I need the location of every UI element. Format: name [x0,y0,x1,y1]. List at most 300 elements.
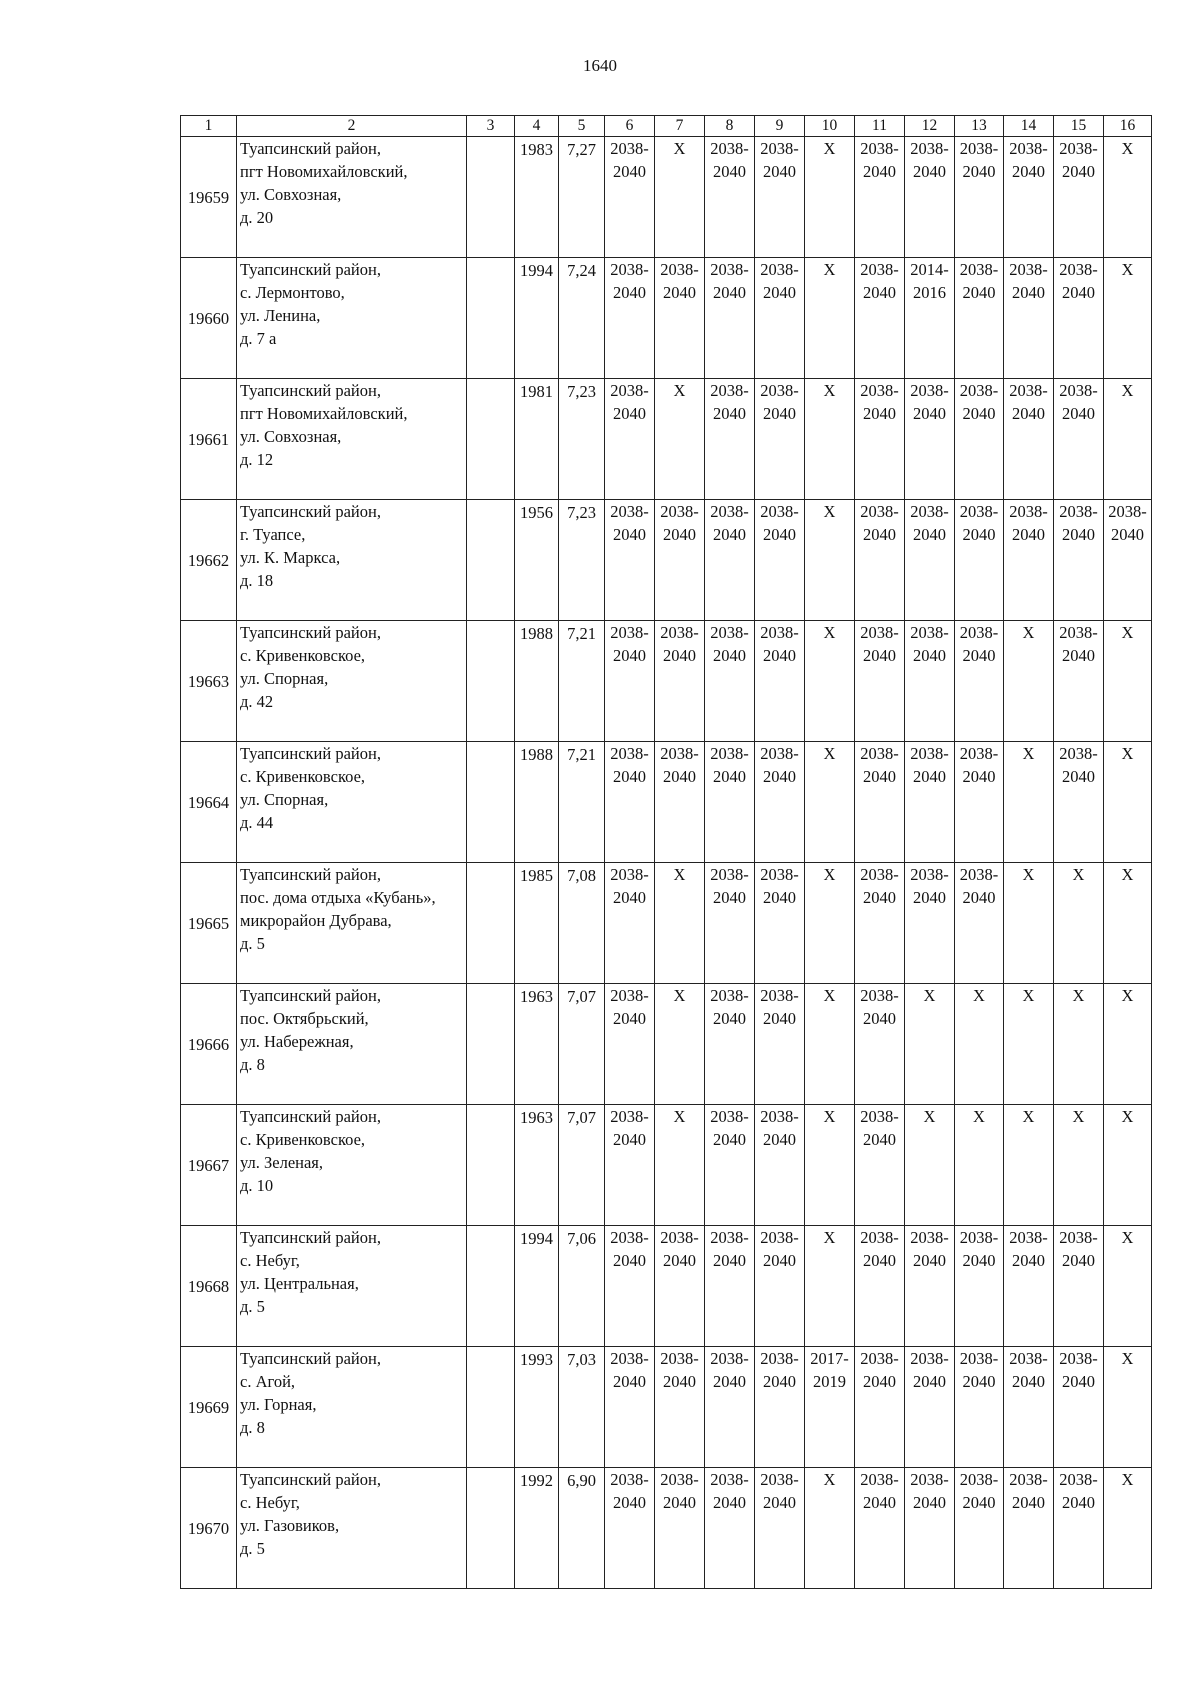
period-cell [855,1226,905,1347]
period-end: 2040 [613,162,646,181]
period-end: 2040 [1012,283,1045,302]
column-3-cell [467,137,515,258]
not-applicable-cell: X [805,258,855,379]
not-applicable-cell: X [955,1105,1004,1226]
period-end: 2040 [962,888,996,907]
period-start: 2038- [1059,502,1098,521]
period-end: 2040 [713,1372,746,1391]
value-cell: 7,23 [559,379,605,500]
period-start: 2038- [610,986,649,1005]
period-start: 2038- [910,865,949,884]
period-cell [705,621,755,742]
table-row [181,742,1152,863]
period-cell [855,1347,905,1468]
period-cell [655,1347,705,1468]
period-cell [705,500,755,621]
period-end: 2040 [763,1493,796,1512]
period-end: 2040 [613,888,646,907]
column-header-3: 3 [467,116,515,137]
period-start: 2038- [910,623,949,642]
period-cell [755,1105,805,1226]
period-end: 2040 [913,767,946,786]
period-start: 2038- [660,1228,699,1247]
period-end: 2040 [613,525,646,544]
not-applicable-cell: X [655,863,705,984]
period-cell [705,984,755,1105]
address-line: пос. Октябрьский, [240,1009,369,1028]
period-cell [1004,379,1054,500]
period-end: 2040 [663,767,696,786]
address-line: ул. Горная, [240,1395,317,1414]
page-number: 1640 [583,56,617,75]
period-end: 2040 [863,767,896,786]
period-start: 2038- [660,744,699,763]
period-end: 2040 [1062,1493,1095,1512]
period-cell [605,984,655,1105]
period-cell [755,863,805,984]
period-end: 2040 [663,283,696,302]
address-line: Туапсинский район, [240,139,381,158]
not-applicable-cell: X [1004,863,1054,984]
period-end: 2040 [962,1251,996,1270]
address-line: пгт Новомихайловский, [240,404,408,423]
period-cell [1004,137,1054,258]
period-cell [955,500,1004,621]
value-cell: 7,21 [559,742,605,863]
period-end: 2040 [962,767,996,786]
column-3-cell [467,1468,515,1589]
period-cell [905,1226,955,1347]
value-cell: 7,21 [559,621,605,742]
period-start: 2038- [610,623,649,642]
row-number: 19669 [181,1347,237,1468]
period-start: 2038- [910,1228,949,1247]
period-start: 2038- [1059,260,1098,279]
period-cell [955,1226,1004,1347]
period-cell [605,258,655,379]
period-cell [705,1468,755,1589]
period-end: 2040 [913,404,946,423]
period-start: 2038- [1059,1228,1098,1247]
column-3-cell [467,258,515,379]
period-end: 2040 [863,1493,896,1512]
address-cell [237,863,467,984]
period-start: 2038- [660,1470,699,1489]
period-end: 2040 [613,283,646,302]
period-cell [1004,500,1054,621]
address-line: д. 8 [240,1055,265,1074]
row-number: 19667 [181,1105,237,1226]
period-start: 2038- [660,260,699,279]
period-end: 2040 [613,1251,646,1270]
period-start: 2038- [710,502,749,521]
period-cell [855,863,905,984]
period-cell [755,500,805,621]
column-3-cell [467,863,515,984]
period-end: 2040 [913,1493,946,1512]
not-applicable-cell: X [805,500,855,621]
period-start: 2038- [610,139,649,158]
period-end: 2040 [613,1493,646,1512]
period-start: 2038- [1059,1349,1098,1368]
period-start: 2038- [660,502,699,521]
period-cell [805,1347,855,1468]
period-cell [605,1468,655,1589]
period-start: 2038- [860,986,899,1005]
not-applicable-cell: X [1104,137,1152,258]
period-cell [755,258,805,379]
address-line: ул. Центральная, [240,1274,359,1293]
period-cell [1054,258,1104,379]
table-row [181,1226,1152,1347]
period-start: 2038- [710,1228,749,1247]
not-applicable-cell: X [1104,863,1152,984]
period-cell [705,1105,755,1226]
period-cell [1054,379,1104,500]
period-cell [1004,1468,1054,1589]
column-header-6: 6 [605,116,655,137]
address-line: ул. Спорная, [240,669,329,688]
period-end: 2040 [613,1130,646,1149]
period-end: 2040 [713,404,746,423]
not-applicable-cell: X [1104,379,1152,500]
table-row [181,500,1152,621]
period-end: 2040 [713,1251,746,1270]
column-header-15: 15 [1054,116,1104,137]
period-end: 2040 [863,1251,896,1270]
table-row [181,1105,1152,1226]
address-line: Туапсинский район, [240,381,381,400]
column-header-7: 7 [655,116,705,137]
address-line: Туапсинский район, [240,1228,381,1247]
period-end: 2040 [763,162,796,181]
period-cell [755,1347,805,1468]
address-cell [237,258,467,379]
period-cell [605,1226,655,1347]
column-header-2: 2 [237,116,467,137]
address-line: Туапсинский район, [240,623,381,642]
period-cell [605,500,655,621]
period-cell [955,258,1004,379]
period-start: 2038- [1009,1228,1048,1247]
address-cell [237,1105,467,1226]
period-end: 2040 [763,1130,796,1149]
period-start: 2038- [610,1107,649,1126]
period-start: 2038- [710,744,749,763]
period-start: 2038- [660,623,699,642]
address-line: Туапсинский район, [240,865,381,884]
address-line: с. Небуг, [240,1251,300,1270]
period-start: 2038- [710,986,749,1005]
build-year-cell: 1992 [515,1468,559,1589]
address-line: Туапсинский район, [240,1470,381,1489]
table-row [181,863,1152,984]
not-applicable-cell: X [1054,863,1104,984]
table-row [181,258,1152,379]
period-end: 2040 [913,1251,946,1270]
period-start: 2038- [910,502,949,521]
period-cell [705,379,755,500]
period-cell [605,137,655,258]
column-3-cell [467,500,515,621]
column-header-14: 14 [1004,116,1054,137]
period-cell [905,863,955,984]
period-cell [605,1347,655,1468]
not-applicable-cell: X [805,1226,855,1347]
column-3-cell [467,379,515,500]
period-end: 2040 [863,1009,896,1028]
period-start: 2038- [959,744,999,763]
period-start: 2038- [610,1228,649,1247]
not-applicable-cell: X [1054,1105,1104,1226]
period-cell [905,1468,955,1589]
table-body [181,116,1152,1589]
period-start: 2038- [610,260,649,279]
row-number: 19660 [181,258,237,379]
column-header-16: 16 [1104,116,1152,137]
column-header-1: 1 [181,116,237,137]
period-end: 2040 [1062,1251,1095,1270]
period-end: 2040 [713,1130,746,1149]
period-start: 2017- [810,1349,849,1368]
column-3-cell [467,1347,515,1468]
period-end: 2040 [713,646,746,665]
period-start: 2038- [760,1107,799,1126]
period-start: 2038- [1009,139,1048,158]
not-applicable-cell: X [1004,984,1054,1105]
period-end: 2040 [1111,525,1144,544]
period-end: 2040 [1012,404,1045,423]
period-cell [1054,1226,1104,1347]
period-start: 2038- [959,139,999,158]
period-end: 2040 [663,525,696,544]
address-line: Туапсинский район, [240,1107,381,1126]
row-number: 19666 [181,984,237,1105]
address-line: ул. Набережная, [240,1032,354,1051]
build-year-cell: 1963 [515,984,559,1105]
build-year-cell: 1988 [515,742,559,863]
period-end: 2040 [613,404,646,423]
value-cell: 7,06 [559,1226,605,1347]
period-cell [705,137,755,258]
period-start: 2038- [610,1470,649,1489]
column-3-cell [467,742,515,863]
row-number: 19662 [181,500,237,621]
period-start: 2038- [760,1228,799,1247]
address-line: д. 8 [240,1418,265,1437]
address-cell [237,1226,467,1347]
period-cell [755,984,805,1105]
column-header-11: 11 [855,116,905,137]
period-cell [1004,1226,1054,1347]
address-line: д. 18 [240,571,274,590]
period-cell [855,621,905,742]
row-number: 19670 [181,1468,237,1589]
period-start: 2038- [860,502,899,521]
period-end: 2040 [663,1251,696,1270]
address-line: с. Небуг, [240,1493,300,1512]
not-applicable-cell: X [955,984,1004,1105]
period-start: 2038- [959,381,999,400]
period-start: 2038- [610,865,649,884]
period-start: 2038- [760,865,799,884]
period-start: 2038- [660,1349,699,1368]
address-cell [237,500,467,621]
column-3-cell [467,621,515,742]
not-applicable-cell: X [1104,621,1152,742]
period-cell [855,137,905,258]
period-start: 2038- [1059,1470,1098,1489]
build-year-cell: 1985 [515,863,559,984]
period-cell [755,137,805,258]
period-cell [605,863,655,984]
value-cell: 7,07 [559,1105,605,1226]
address-line: ул. Совхозная, [240,427,342,446]
period-end: 2040 [713,1493,746,1512]
address-line: д. 7 а [240,329,277,348]
column-3-cell [467,1226,515,1347]
table-row [181,984,1152,1105]
build-year-cell: 1993 [515,1347,559,1468]
period-end: 2040 [1062,283,1095,302]
row-number: 19663 [181,621,237,742]
period-end: 2040 [962,283,996,302]
period-cell [1054,137,1104,258]
period-start: 2038- [760,986,799,1005]
period-end: 2040 [1062,1372,1095,1391]
period-cell [705,863,755,984]
address-line: с. Кривенковское, [240,1130,366,1149]
period-end: 2040 [613,646,646,665]
period-end: 2040 [763,888,796,907]
period-start: 2038- [910,139,949,158]
address-cell [237,137,467,258]
period-end: 2040 [1012,1251,1045,1270]
period-cell [955,1468,1004,1589]
period-start: 2038- [860,139,899,158]
period-end: 2040 [763,767,796,786]
address-line: с. Агой, [240,1372,296,1391]
period-cell [705,1347,755,1468]
period-end: 2040 [663,646,696,665]
period-start: 2038- [860,865,899,884]
period-start: 2038- [1009,260,1048,279]
not-applicable-cell: X [905,984,955,1105]
address-line: Туапсинский район, [240,1349,381,1368]
period-end: 2040 [713,888,746,907]
address-line: д. 10 [240,1176,274,1195]
period-end: 2040 [1062,767,1095,786]
not-applicable-cell: X [1104,258,1152,379]
address-line: д. 5 [240,1297,265,1316]
not-applicable-cell: X [805,1105,855,1226]
period-end: 2040 [863,888,896,907]
period-start: 2038- [610,381,649,400]
period-start: 2038- [1108,502,1147,521]
period-end: 2040 [863,1372,896,1391]
address-line: ул. Ленина, [240,306,321,325]
period-start: 2038- [710,139,749,158]
period-cell [605,621,655,742]
address-line: ул. Спорная, [240,790,329,809]
not-applicable-cell: X [1104,742,1152,863]
address-line: д. 44 [240,813,274,832]
row-number: 19668 [181,1226,237,1347]
build-year-cell: 1983 [515,137,559,258]
period-cell [755,1226,805,1347]
period-cell [905,621,955,742]
period-cell [1054,1468,1104,1589]
address-line: микрорайон Дубрава, [240,911,392,930]
period-cell [905,379,955,500]
table-row [181,621,1152,742]
address-line: пгт Новомихайловский, [240,162,408,181]
period-cell [855,742,905,863]
period-end: 2019 [813,1372,846,1391]
period-cell [655,621,705,742]
column-3-cell [467,1105,515,1226]
period-cell [705,1226,755,1347]
not-applicable-cell: X [1004,621,1054,742]
period-end: 2040 [613,1372,646,1391]
period-end: 2040 [863,646,896,665]
period-cell [905,137,955,258]
period-start: 2038- [860,260,899,279]
table-row [181,137,1152,258]
not-applicable-cell: X [655,984,705,1105]
table-row [181,1347,1152,1468]
table-row [181,1468,1152,1589]
row-number: 19659 [181,137,237,258]
period-end: 2040 [763,1009,796,1028]
period-cell [655,742,705,863]
period-end: 2040 [962,1493,996,1512]
build-year-cell: 1988 [515,621,559,742]
not-applicable-cell: X [1004,1105,1054,1226]
period-cell [855,984,905,1105]
period-cell [855,1468,905,1589]
column-header-5: 5 [559,116,605,137]
address-line: с. Лермонтово, [240,283,345,302]
column-header-10: 10 [805,116,855,137]
value-cell: 7,27 [559,137,605,258]
column-header-12: 12 [905,116,955,137]
period-start: 2038- [1059,139,1098,158]
period-start: 2038- [860,1228,899,1247]
period-start: 2038- [710,260,749,279]
period-cell [1054,621,1104,742]
period-cell [655,1226,705,1347]
address-line: д. 42 [240,692,274,711]
period-cell [955,379,1004,500]
period-start: 2038- [610,744,649,763]
period-end: 2040 [663,1372,696,1391]
period-cell [605,742,655,863]
build-year-cell: 1981 [515,379,559,500]
period-end: 2040 [763,1251,796,1270]
period-end: 2040 [962,1372,996,1391]
column-header-9: 9 [755,116,805,137]
period-cell [655,500,705,621]
period-end: 2040 [713,525,746,544]
period-cell [755,1468,805,1589]
period-end: 2040 [1062,404,1095,423]
period-start: 2038- [910,1470,949,1489]
address-line: ул. Зеленая, [240,1153,324,1172]
period-end: 2040 [763,283,796,302]
period-start: 2038- [1009,1349,1048,1368]
address-line: Туапсинский район, [240,744,381,763]
